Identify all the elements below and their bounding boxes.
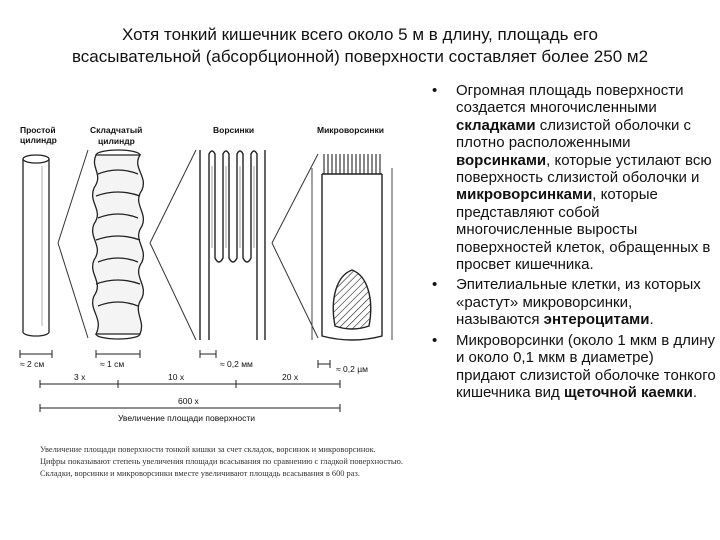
bullet-text: , которые устилают всю поверхность слизистой оболочки и xyxy=(456,151,712,187)
axis-label: Увеличение площади поверхности xyxy=(118,413,256,423)
zoom-lines-3 xyxy=(272,154,318,338)
bullet-list xyxy=(428,82,716,404)
caption-line-2: Цифры показывают степень увеличения площади всасывания по сравнению с гладкой поверхностью. xyxy=(40,457,404,466)
label-microvilli: Микроворсинки xyxy=(317,125,385,135)
bullet-bold-term: микроворсинками xyxy=(456,186,593,204)
label-simple-cylinder-1: Простой xyxy=(20,125,56,135)
multiplier-microvilli: 20 x xyxy=(282,372,299,382)
slide-title xyxy=(0,24,720,68)
bullet-text: . xyxy=(649,311,654,329)
bullet-bold-term: щеточной каемки xyxy=(563,383,693,401)
microvilli-brush-border xyxy=(324,154,380,174)
bullet-item xyxy=(428,332,716,402)
dimension-markers xyxy=(20,350,330,368)
measure-villi: ≈ 0,2 мм xyxy=(220,359,253,369)
caption-line-1: Увеличение площади поверхности тонкой кишки за счет складок, ворсинок и микроворсинок. xyxy=(40,445,376,454)
bullet-text: слизистой оболочки с плотно расположенными xyxy=(456,116,692,152)
zoom-lines-2 xyxy=(150,150,196,340)
bullet-text: Микроворсинки (около 1 мкм в длину и около 0,1 мкм в диаметре) придают слизистой оболочке тонкого кишечника вид xyxy=(456,331,716,401)
simple-cylinder xyxy=(23,155,49,336)
measure-microvilli: ≈ 0,2 µм xyxy=(336,364,368,374)
multiplier-folds: 3 x xyxy=(74,372,86,382)
bullet-item xyxy=(428,276,716,328)
bullet-bold-term: энтероцитами xyxy=(543,311,650,329)
bullet-text: Эпителиальные клетки, из которых «растут» микроворсинки, называются xyxy=(456,276,701,329)
label-simple-cylinder-2: цилиндр xyxy=(20,135,57,145)
multiplier-total: 600 x xyxy=(178,396,199,406)
zoom-lines-1 xyxy=(58,150,88,338)
label-folded-cylinder-1: Складчатый xyxy=(90,125,143,135)
bullet-text: Огромная площадь поверхности создается многочисленными xyxy=(456,82,684,117)
bullet-text: , которые представляют собой многочисленные выросты поверхностей клеток, обращенных в просвет кишечника. xyxy=(456,186,711,274)
title-line-1: Хотя тонкий кишечник всего около 5 м в длину, площадь его xyxy=(122,25,598,44)
intestine-surface-diagram xyxy=(0,108,420,444)
bullet-item xyxy=(428,82,716,273)
multiplier-villi: 10 x xyxy=(168,372,185,382)
label-villi: Ворсинки xyxy=(213,125,255,135)
bullet-bold-term: складками xyxy=(456,116,536,134)
measure-simple-cylinder: ≈ 2 см xyxy=(20,359,45,369)
villi-drawing xyxy=(200,150,265,340)
enterocyte-cell xyxy=(312,154,392,340)
bullet-text: . xyxy=(692,383,698,401)
measure-folded-cylinder: ≈ 1 см xyxy=(100,359,125,369)
caption-line-3: Складки, ворсинки и микроворсинки вместе увеличивают площадь всасывания в 600 раз. xyxy=(40,469,360,478)
label-folded-cylinder-2: цилиндр xyxy=(98,136,135,146)
title-line-2: всасывательной (абсорбционной) поверхности составляет более 250 м2 xyxy=(71,47,649,66)
figure-caption xyxy=(40,444,418,480)
cell-nucleus xyxy=(333,270,370,329)
folded-cylinder xyxy=(93,150,144,339)
bullet-bold-term: ворсинками xyxy=(456,151,547,169)
